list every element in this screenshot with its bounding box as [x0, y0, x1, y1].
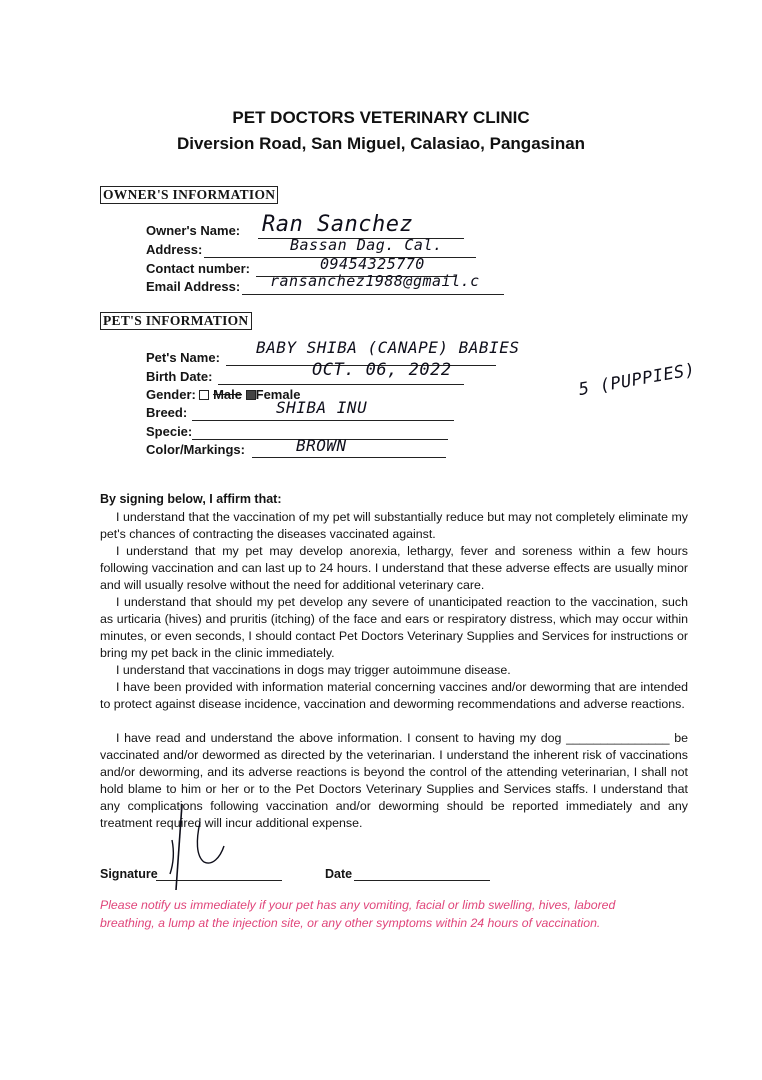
owner-name-value: Ran Sanchez [262, 212, 414, 237]
pet-section-title: PET'S INFORMATION [100, 312, 252, 330]
specie-label: Specie: [146, 424, 193, 439]
color-label: Color/Markings: [146, 442, 245, 457]
handwritten-signature [160, 800, 250, 895]
signature-label: Signature [100, 867, 158, 881]
female-checkbox[interactable] [246, 390, 256, 400]
address-label: Address: [146, 242, 203, 257]
color-value: BROWN [296, 436, 347, 455]
consent-paragraph-4: I understand that vaccinations in dogs may trigger autoimmune disease. [116, 663, 511, 677]
birth-date-value: OCT. 06, 2022 [312, 360, 452, 380]
email-value: ransanchez1988@gmail.c [270, 272, 480, 290]
address-value: Bassan Dag. Cal. [290, 236, 443, 254]
breed-value: SHIBA INU [276, 398, 368, 417]
consent-paragraph-3: I understand that should my pet develop any severe of unanticipated reaction to the vaccination, such as urticaria (hives) and pruritis (itching) of the face and ears or respiratory distress, which may occur within minutes, or even seconds, I should contact Pet Doctors Veterinary Supplies and Services for instructions or bring my pet back in the clinic immediately. [100, 595, 688, 660]
breed-label: Breed: [146, 405, 188, 420]
contact-label: Contact number: [146, 261, 250, 276]
clinic-name: PET DOCTORS VETERINARY CLINIC [232, 108, 530, 127]
gender-label: Gender: [146, 387, 196, 402]
birth-date-label: Birth Date: [146, 369, 213, 384]
pet-name-label: Pet's Name: [146, 350, 220, 365]
consent-paragraph-2: I understand that my pet may develop anorexia, lethargy, fever and soreness within a few hours following vaccination and can last up to 24 hours. I understand that these adverse effects are usually minor and will usually resolve without the need for additional veterinary care. [100, 544, 688, 592]
vaccination-notice: Please notify us immediately if your pet has any vomiting, facial or limb swelling, hives, labored breathing, a lump at the injection site, or any other symptoms within 24 hours of vaccination. [100, 898, 616, 930]
color-field[interactable] [252, 443, 446, 458]
female-option: Female [255, 387, 301, 402]
male-option: Male [213, 387, 242, 402]
consent-heading: By signing below, I affirm that: [100, 492, 282, 506]
email-label: Email Address: [146, 279, 241, 294]
date-label: Date [325, 867, 353, 881]
consent-paragraph-6: I have read and understand the above information. I consent to having my dog _______________ be vaccinated and/or dewormed as directed by the veterinarian. I understand the inherent risk of vaccinations and/or deworming, and its adverse reactions is beyond the control of the attending veterinarian, I shall not hold blame to him or her or to the Pet Doctors Veterinary Supplies and Services staffs. I understand that any complications following vaccination and/or deworming should be reported immediately and any treatment required will incur additional expense. [100, 731, 688, 830]
pet-name-value: BABY SHIBA (CANAPE) BABIES [256, 338, 520, 357]
consent-paragraph-5: I have been provided with information material concerning vaccines and/or deworming that are intended to protect against disease incidence, vaccination and deworming recommendations and adverse reactions. [100, 680, 688, 711]
contact-value: 09454325770 [320, 255, 425, 273]
owner-name-label: Owner's Name: [146, 223, 241, 238]
pet-name-note: 5 (PUPPIES) [577, 359, 697, 401]
male-checkbox[interactable] [199, 390, 209, 400]
owner-section-title: OWNER'S INFORMATION [100, 186, 278, 204]
date-field[interactable] [354, 866, 490, 881]
consent-paragraph-1: I understand that the vaccination of my pet will substantially reduce but may not completely eliminate my pet's chances of contracting the diseases vaccinated against. [100, 510, 688, 541]
clinic-address: Diversion Road, San Miguel, Calasiao, Pangasinan [176, 134, 586, 153]
